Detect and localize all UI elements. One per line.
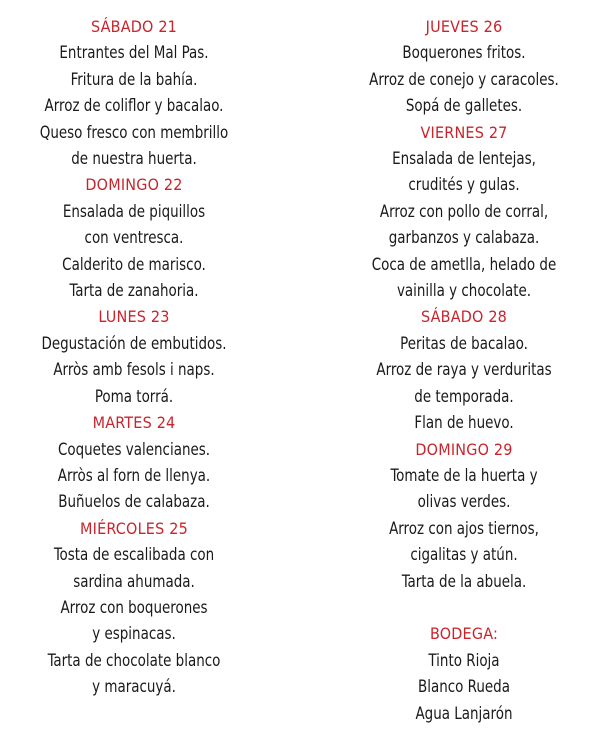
bodega-heading: BODEGA:	[429, 624, 499, 644]
dish-line: sardina ahumada.	[73, 571, 195, 592]
drink-line: Blanco Rueda	[418, 677, 510, 698]
drink-line: Tinto Rioja	[428, 650, 500, 671]
dish-line: Tomate de la huerta y	[390, 465, 538, 486]
dish-line: Calderito de marisco.	[62, 254, 206, 275]
dish-line: Ensalada de lentejas,	[392, 149, 536, 170]
day-heading: DOMINGO 22	[85, 175, 183, 195]
dish-line: vainilla y chocolate.	[396, 281, 532, 302]
dish-line: crudités y gulas.	[408, 175, 520, 196]
dish-line: olivas verdes.	[417, 492, 511, 513]
dish-line: Queso fresco con membrillo	[39, 122, 229, 143]
dish-line: Tarta de la abuela.	[401, 571, 527, 592]
dish-line: Arroz con boquerones	[60, 597, 208, 618]
dish-line: Boquerones fritos.	[402, 43, 526, 64]
dish-line: Sopá de galletes.	[405, 96, 523, 117]
dish-line: con ventresca.	[84, 228, 184, 249]
day-heading: VIERNES 27	[420, 122, 508, 142]
day-heading: MARTES 24	[92, 413, 176, 433]
dish-line: Buñuelos de calabaza.	[58, 492, 210, 513]
dish-line: Flan de huevo.	[414, 413, 514, 434]
dish-line: Tosta de escalibada con	[53, 545, 215, 566]
dish-line: de nuestra huerta.	[71, 149, 197, 170]
dish-line: y espinacas.	[92, 624, 176, 645]
dish-line: Arroz de raya y verduritas	[376, 360, 552, 381]
dish-line: Degustación de embutidos.	[41, 333, 227, 354]
dish-line: Arroz de conejo y caracoles.	[369, 69, 559, 90]
right-menu-column	[330, 14, 598, 727]
dish-line: Tarta de zanahoria.	[69, 281, 199, 302]
dish-line: garbanzos y calabaza.	[388, 228, 540, 249]
dish-line: de temporada.	[414, 386, 514, 407]
dish-line: Ensalada de piquillos	[62, 201, 206, 222]
dish-line: Entrantes del Mal Pas.	[59, 43, 209, 64]
dish-line: Arroz con pollo de corral,	[379, 201, 549, 222]
day-heading: MIÉRCOLES 25	[80, 518, 188, 538]
dish-line: Fritura de la bahía.	[70, 69, 198, 90]
left-menu-column	[0, 14, 268, 701]
dish-line: Coca de ametlla, helado de	[371, 254, 557, 275]
day-heading: DOMINGO 29	[415, 439, 513, 459]
dish-line: Peritas de bacalao.	[400, 333, 528, 354]
day-heading: JUEVES 26	[425, 17, 503, 36]
dish-line: Tarta de chocolate blanco	[47, 650, 221, 671]
dish-line: Coquetes valencianes.	[57, 439, 211, 460]
dish-line: Arroz de coliflor y bacalao.	[44, 96, 224, 117]
day-heading: SÁBADO 28	[420, 307, 508, 327]
drink-line: Agua Lanjarón	[415, 703, 513, 724]
section-gap	[330, 595, 598, 621]
dish-line: Arròs al forn de llenya.	[57, 465, 211, 486]
dish-line: cigalitas y atún.	[410, 545, 518, 566]
day-heading: SÁBADO 21	[90, 17, 178, 36]
day-heading: LUNES 23	[98, 307, 170, 327]
dish-line: Arroz con ajos tiernos,	[389, 518, 539, 539]
dish-line: y maracuyá.	[92, 677, 176, 698]
dish-line: Poma torrá.	[94, 386, 174, 407]
dish-line: Arròs amb fesols i naps.	[53, 360, 215, 381]
